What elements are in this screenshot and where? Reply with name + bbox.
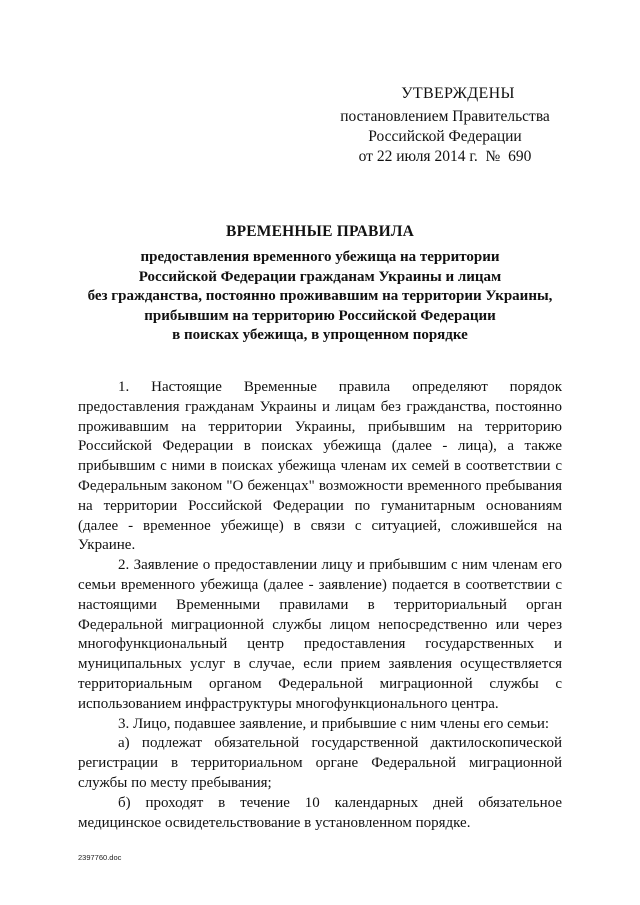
- approval-line-1: постановлением Правительства: [340, 108, 550, 125]
- file-name-footer: 2397760.doc: [78, 853, 122, 862]
- approval-line-2: Российской Федерации: [368, 128, 522, 145]
- subtitle-line-5: в поисках убежища, в упрощенном порядке: [172, 327, 468, 343]
- subtitle-line-2: Российской Федерации гражданам Украины и лицам: [138, 268, 502, 285]
- paragraph-1: 1. Настоящие Временные правила определяют порядок предоставления гражданам Украины и лицам без гражданства, постоянно проживавшим на территории Украины, прибывшим на территорию Российской Федерации в поисках убежища (далее - лица), а также прибывшим с ними в поисках убежища членам их семей в соответствии с Федеральным законом "О беженцах" возможности временного пребывания на территории Российской Федерации по гуманитарным основаниям (далее - временное убежище) в связи с ситуацией, сложившейся на Украине.: [78, 379, 562, 554]
- paragraph-2: 2. Заявление о предоставлении лицу и прибывшим с ним членам его семьи временного убежища (далее - заявление) подается в соответствии с настоящими Временными правилами в территориальный орган Федеральной миграционной службы лицом непосредственно или через многофункциональный центр предоставления государственных и муниципальных услуг в случае, если прием заявления осуществляется территориальным органом Федеральной миграционной службы с использованием инфраструктуры многофункционального центра.: [78, 557, 562, 712]
- paragraph-3b: б) проходят в течение 10 календарных дней обязательное медицинское освидетельствование в установленном порядке.: [78, 794, 562, 831]
- subtitle-line-3: без гражданства, постоянно проживавшим на территории Украины,: [87, 288, 553, 304]
- paragraph-3a: а) подлежат обязательной государственной дактилоскопической регистрации в территориальном органе Федеральной миграционной службы по месту пребывания;: [78, 735, 562, 791]
- subtitle-line-1: предоставления временного убежища на территории: [140, 249, 500, 265]
- document-body: [78, 378, 562, 833]
- document-subtitle: [70, 248, 570, 346]
- subtitle-line-4: прибывшим на территорию Российской Федерации: [144, 307, 496, 324]
- document-title: ВРЕМЕННЫЕ ПРАВИЛА: [226, 223, 414, 240]
- approval-date-line: от 22 июля 2014 г. № 690: [358, 148, 532, 165]
- paragraph-3: 3. Лицо, подавшее заявление, и прибывшие с ним члены его семьи:: [118, 715, 550, 732]
- approval-block: [340, 84, 550, 167]
- approval-heading: УТВЕРЖДЕНЫ: [401, 85, 515, 102]
